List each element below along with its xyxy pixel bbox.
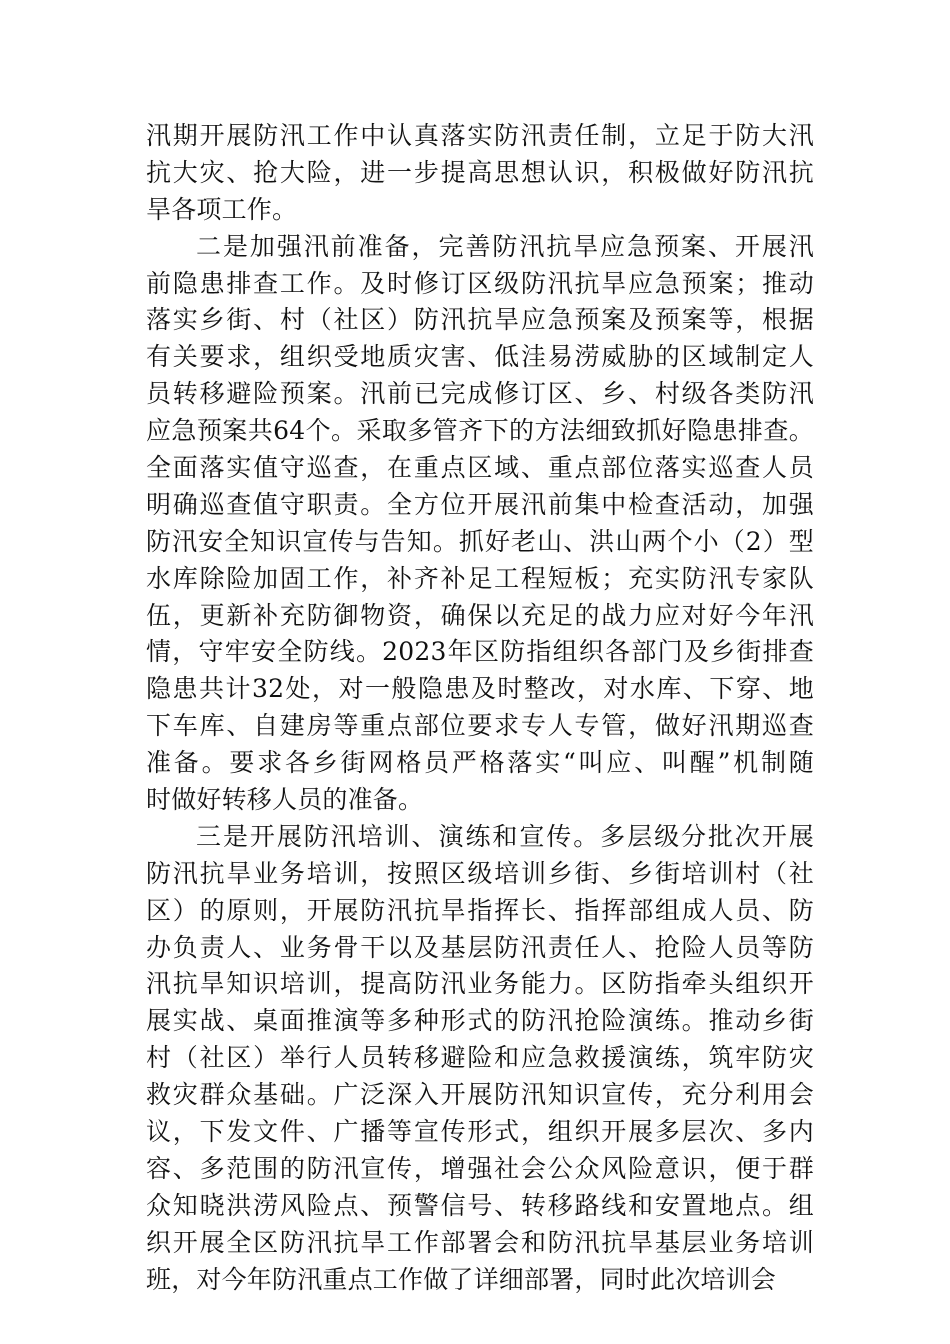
text-line: 汛期开展防汛工作中认真落实防汛责任制，立足于防大汛 (146, 121, 814, 150)
text-line: 防汛抗旱业务培训，按照区级培训乡街、乡街培训村（社 (146, 858, 814, 888)
text-line: 抗大灾、抢大险，进一步提高思想认识，积极做好防汛抗 (146, 157, 814, 187)
text-line: 应急预案共64个。采取多管齐下的方法细致抓好隐患排查。 (146, 416, 814, 446)
text-line: 情，守牢安全防线。2023年区防指组织各部门及乡街排查 (146, 637, 814, 667)
paragraph (146, 118, 814, 229)
text-line: 救灾群众基础。广泛深入开展防汛知识宣传，充分利用会 (146, 1080, 814, 1110)
text-line: 前隐患排查工作。及时修订区级防汛抗旱应急预案；推动 (146, 268, 814, 298)
text-line: 三是开展防汛培训、演练和宣传。多层级分批次开展 (196, 821, 814, 851)
text-line: 织开展全区防汛抗旱工作部署会和防汛抗旱基层业务培训 (146, 1227, 814, 1257)
text-line: 伍，更新补充防御物资，确保以充足的战力应对好今年汛 (146, 600, 814, 630)
text-line: 旱各项工作。 (146, 194, 298, 224)
text-line: 准备。要求各乡街网格员严格落实“叫应、叫醒”机制随 (146, 748, 814, 778)
document-body (146, 118, 814, 1299)
text-line: 隐患共计32处，对一般隐患及时整改，对水库、下穿、地 (146, 674, 814, 704)
text-line: 区）的原则，开展防汛抗旱指挥长、指挥部组成人员、防 (146, 895, 814, 925)
text-line: 防汛安全知识宣传与告知。抓好老山、洪山两个小（2）型 (146, 526, 814, 556)
text-line: 时做好转移人员的准备。 (146, 785, 424, 815)
text-line: 展实战、桌面推演等多种形式的防汛抢险演练。推动乡街 (146, 1006, 814, 1036)
text-line: 有关要求，组织受地质灾害、低洼易涝威胁的区域制定人 (146, 342, 814, 372)
text-line: 议，下发文件、广播等宣传形式，组织开展多层次、多内 (146, 1117, 814, 1147)
paragraph (146, 229, 814, 819)
text-line: 落实乡街、村（社区）防汛抗旱应急预案及预案等，根据 (146, 305, 814, 335)
text-line: 下车库、自建房等重点部位要求专人专管，做好汛期巡查 (146, 711, 814, 741)
text-line: 全面落实值守巡查，在重点区域、重点部位落实巡查人员 (146, 453, 814, 483)
text-line: 二是加强汛前准备，完善防汛抗旱应急预案、开展汛 (196, 231, 814, 261)
paragraph (146, 819, 814, 1299)
text-line: 办负责人、业务骨干以及基层防汛责任人、抢险人员等防 (146, 932, 814, 962)
text-line: 水库除险加固工作，补齐补足工程短板；充实防汛专家队 (146, 563, 814, 593)
text-line: 汛抗旱知识培训，提高防汛业务能力。区防指牵头组织开 (146, 969, 814, 999)
text-line: 明确巡查值守职责。全方位开展汛前集中检查活动，加强 (146, 489, 814, 519)
text-line: 班，对今年防汛重点工作做了详细部署，同时此次培训会 (146, 1264, 777, 1294)
text-line: 众知晓洪涝风险点、预警信号、转移路线和安置地点。组 (146, 1190, 814, 1220)
text-line: 村（社区）举行人员转移避险和应急救援演练，筑牢防灾 (146, 1043, 814, 1073)
text-line: 员转移避险预案。汛前已完成修订区、乡、村级各类防汛 (146, 379, 814, 409)
text-line: 容、多范围的防汛宣传，增强社会公众风险意识，便于群 (146, 1153, 814, 1183)
